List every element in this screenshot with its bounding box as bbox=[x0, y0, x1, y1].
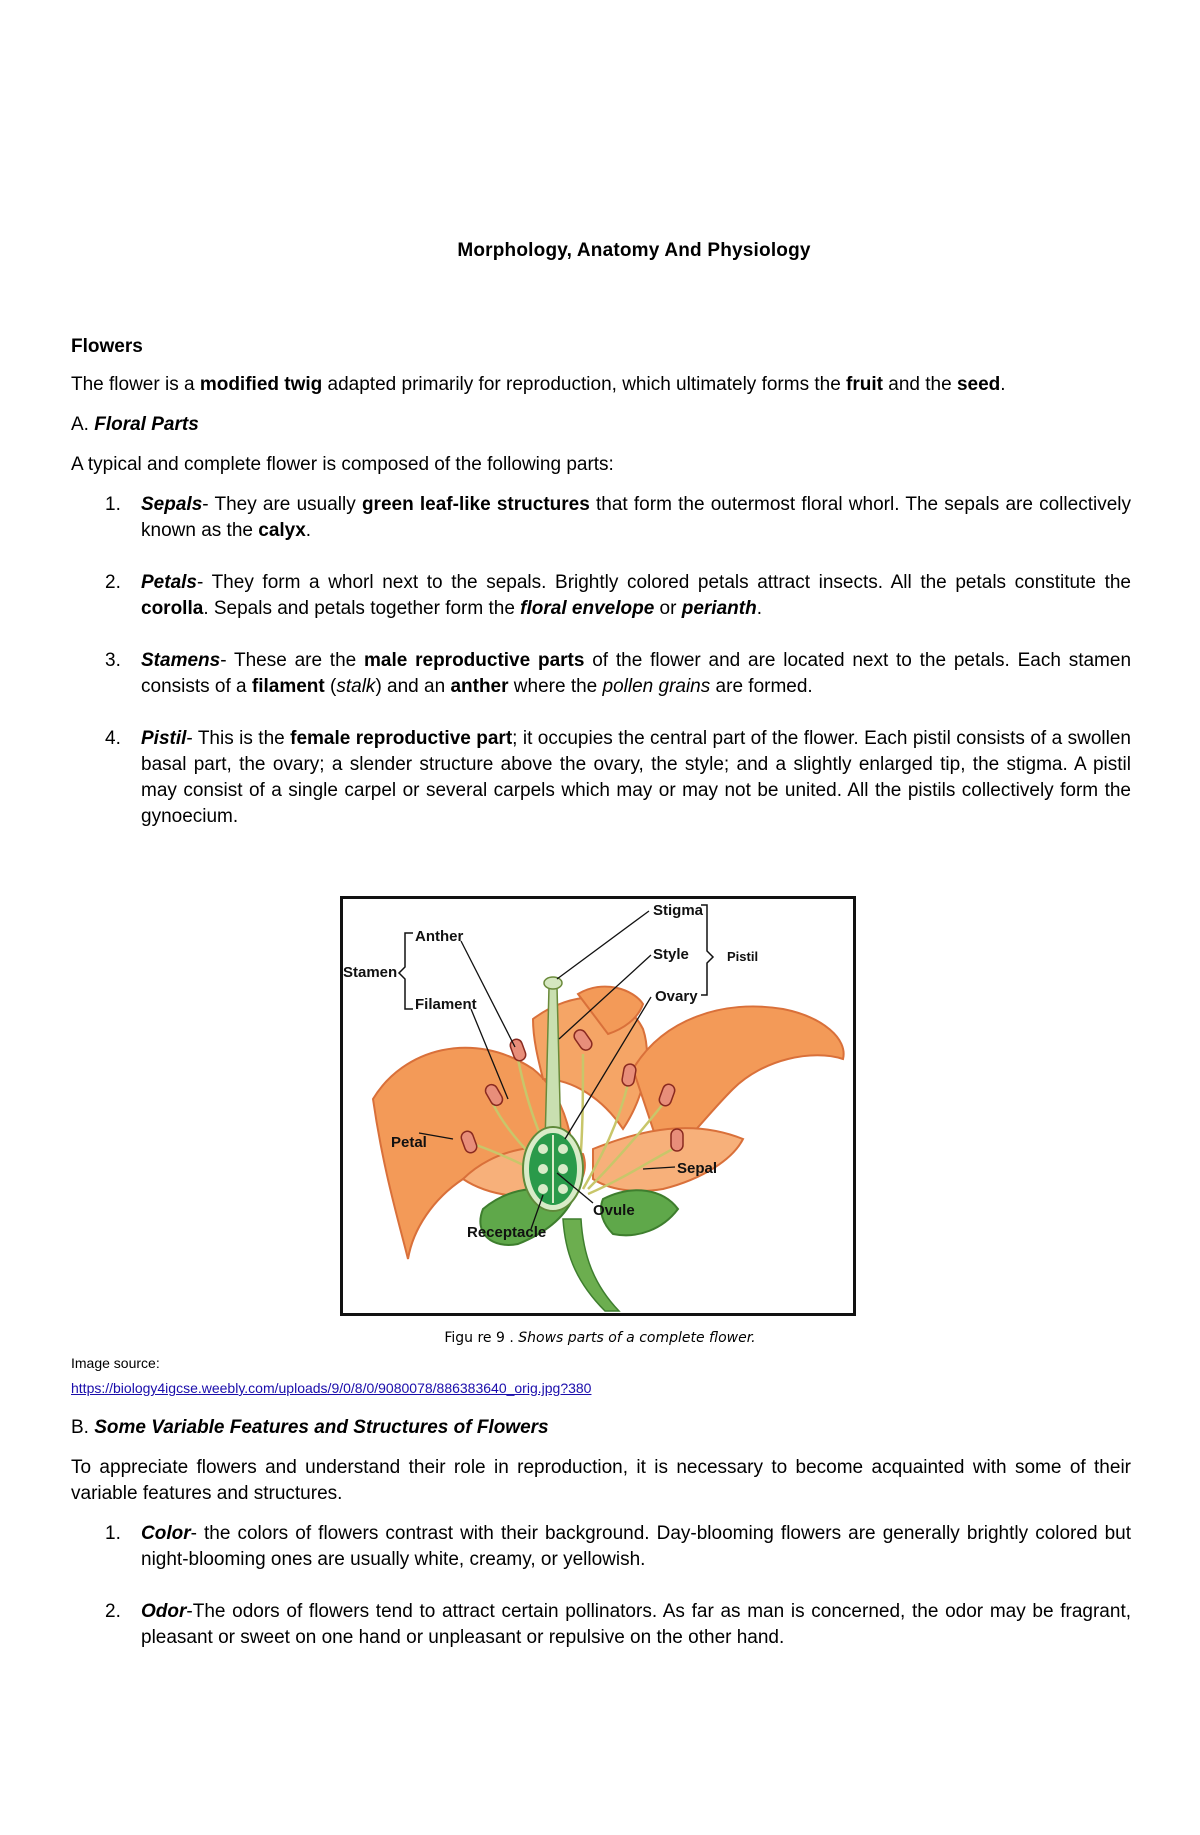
list-text: - the colors of flowers contrast with their background. Day-blooming flowers are generally brightly colored but night-blooming ones are usually white, creamy, or yellowish. bbox=[141, 1523, 1131, 1570]
term-name: Petals bbox=[141, 572, 197, 593]
flowers-heading: Flowers bbox=[71, 336, 143, 357]
list-number: 1. bbox=[105, 494, 121, 515]
bold-term: female reproductive part bbox=[290, 728, 513, 749]
section-b-prefix: B. bbox=[71, 1417, 95, 1438]
label-petal: Petal bbox=[391, 1134, 427, 1151]
figure-caption bbox=[0, 1330, 1200, 1346]
list-item bbox=[71, 648, 1131, 700]
list-text: - These are the bbox=[220, 650, 365, 671]
term-name: Color bbox=[141, 1523, 191, 1544]
list-text: . Sepals and petals together form the bbox=[203, 598, 521, 619]
list-text: . bbox=[756, 598, 762, 619]
stamen-bracket bbox=[399, 933, 413, 1009]
caption-prefix: Figu re 9 . bbox=[444, 1330, 519, 1346]
flower-diagram-figure bbox=[340, 896, 856, 1316]
stigma-shape bbox=[544, 977, 562, 989]
ovule-shape bbox=[538, 1164, 548, 1174]
list-number: 3. bbox=[105, 650, 121, 671]
list-number: 2. bbox=[105, 572, 121, 593]
ovule-shape bbox=[538, 1184, 548, 1194]
ovule-shape bbox=[558, 1144, 568, 1154]
section-variable-features bbox=[71, 1415, 1131, 1677]
list-text: - They form a whorl next to the sepals. Brightly colored petals attract insects. All the petals constitute the bbox=[196, 572, 1131, 593]
intro-text: adapted primarily for reproduction, which ultimately forms the bbox=[322, 374, 847, 395]
list-text: are formed. bbox=[710, 676, 813, 697]
list-text: or bbox=[654, 598, 682, 619]
flower-diagram bbox=[343, 899, 853, 1313]
bold-italic-term: perianth bbox=[681, 598, 757, 619]
list-text: - This is the bbox=[186, 728, 291, 749]
label-filament: Filament bbox=[415, 996, 477, 1013]
anther-shape bbox=[671, 1129, 683, 1151]
label-ovary: Ovary bbox=[655, 988, 698, 1005]
section-a-title: Floral Parts bbox=[94, 414, 199, 435]
label-stigma: Stigma bbox=[653, 902, 704, 919]
label-receptacle: Receptacle bbox=[467, 1224, 547, 1241]
list-text: where the bbox=[508, 676, 603, 697]
label-anther: Anther bbox=[415, 928, 464, 945]
label-style: Style bbox=[653, 946, 689, 963]
bold-term: calyx bbox=[258, 520, 306, 541]
list-text: - They are usually bbox=[202, 494, 362, 515]
list-text: ; it occupies the central part of the flower. Each pistil consists of a swollen basal part, the ovary; a slender structure above the ovary, the style; and a slightly enlarged tip, the stigma. A pistil may consist of a single carpel or several carpels which may or may not be united. All the pistils collectively form the gynoecium. bbox=[141, 728, 1131, 827]
term-name: Odor bbox=[141, 1601, 187, 1622]
label-sepal: Sepal bbox=[677, 1160, 718, 1177]
caption-text: Shows parts of a complete flower. bbox=[518, 1330, 756, 1346]
image-source-link[interactable]: https://biology4igcse.weebly.com/uploads/9/0/8/0/9080078/886383640_orig.jpg?380 bbox=[71, 1380, 592, 1396]
bold-term: green leaf-like structures bbox=[361, 494, 590, 515]
floral-parts-list bbox=[71, 492, 1131, 830]
intro-text: and the bbox=[882, 374, 957, 395]
list-item bbox=[71, 492, 1131, 544]
section-a-prefix: A. bbox=[71, 414, 95, 435]
list-item bbox=[71, 570, 1131, 622]
italic-term: pollen grains bbox=[602, 676, 711, 697]
list-number: 2. bbox=[105, 1601, 121, 1622]
section-b-heading bbox=[71, 1415, 1131, 1441]
image-source-label: Image source: bbox=[71, 1355, 160, 1371]
ovule-shape bbox=[558, 1184, 568, 1194]
label-ovule: Ovule bbox=[593, 1202, 635, 1219]
ovule-shape bbox=[558, 1164, 568, 1174]
term-name: Pistil bbox=[141, 728, 187, 749]
list-text: . bbox=[305, 520, 312, 541]
section-b-title: Some Variable Features and Structures of Flowers bbox=[94, 1417, 549, 1438]
list-text: of the flower and are located next to the petals. Each stamen consists of a bbox=[141, 650, 1132, 697]
section-flowers bbox=[71, 334, 1131, 856]
list-item bbox=[71, 1599, 1131, 1651]
bold-term: filament bbox=[251, 676, 325, 697]
list-item bbox=[71, 726, 1131, 830]
list-number: 4. bbox=[105, 728, 121, 749]
term-name: Sepals bbox=[141, 494, 203, 515]
section-a-heading bbox=[71, 412, 1131, 438]
bold-term: anther bbox=[450, 676, 509, 697]
list-text: that form the outermost floral whorl. The sepals are collectively known as the bbox=[141, 494, 1131, 541]
label-pistil: Pistil bbox=[727, 949, 759, 964]
bold-term: corolla bbox=[141, 598, 204, 619]
intro-text: The flower is a bbox=[71, 374, 200, 395]
label-stamen: Stamen bbox=[343, 964, 398, 981]
intro-paragraph bbox=[71, 372, 1131, 398]
features-list bbox=[71, 1521, 1131, 1651]
page-title: Morphology, Anatomy And Physiology bbox=[457, 240, 811, 261]
ovule-shape bbox=[538, 1144, 548, 1154]
leader-line bbox=[461, 941, 515, 1047]
list-text: ( bbox=[324, 676, 337, 697]
section-a-lead: A typical and complete flower is composed of the following parts: bbox=[71, 454, 614, 475]
list-text: -The odors of flowers tend to attract certain pollinators. As far as man is concerned, the odor may be fragrant, pleasant or sweet on one hand or unpleasant or repulsive on the other hand. bbox=[141, 1601, 1131, 1648]
italic-term: stalk bbox=[336, 676, 376, 697]
list-text: ) and an bbox=[375, 676, 451, 697]
intro-text: . bbox=[1000, 374, 1006, 395]
bold-term: male reproductive parts bbox=[364, 650, 585, 671]
intro-bold-term: seed bbox=[956, 374, 1001, 395]
list-number: 1. bbox=[105, 1523, 121, 1544]
section-b-lead: To appreciate flowers and understand their role in reproduction, it is necessary to become acquainted with some of their variable features and structures. bbox=[71, 1457, 1131, 1504]
intro-bold-term: modified twig bbox=[199, 374, 323, 395]
bold-italic-term: floral envelope bbox=[520, 598, 655, 619]
term-name: Stamens bbox=[141, 650, 221, 671]
list-item bbox=[71, 1521, 1131, 1573]
intro-bold-term: fruit bbox=[846, 374, 883, 395]
